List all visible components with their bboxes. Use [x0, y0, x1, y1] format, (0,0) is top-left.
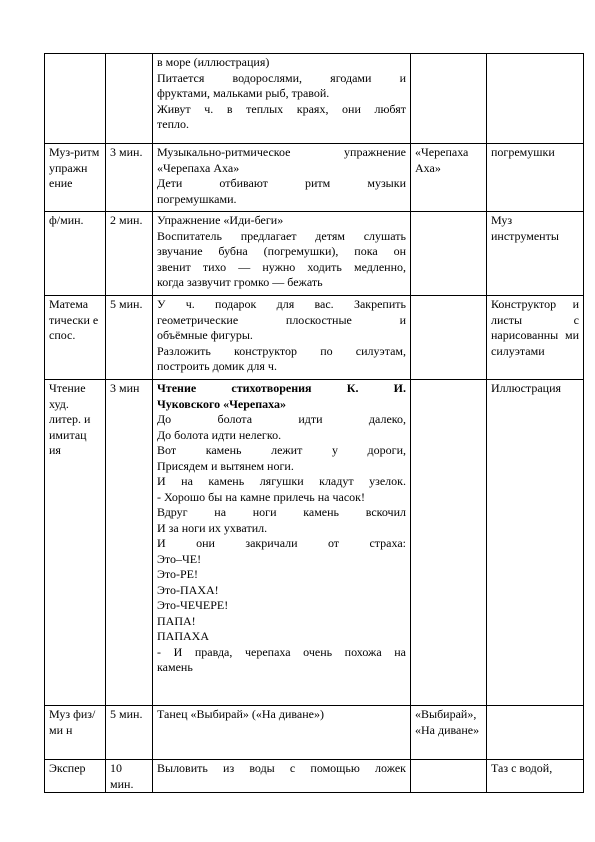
content-line: - Хорошо бы на камне прилечь на часок!: [157, 489, 366, 504]
content-line: Чтение стихотворения К. И.: [157, 381, 406, 395]
content-line: У ч. подарок для вас. Закрепить: [157, 297, 406, 311]
content-line: звенит тихо — нужно ходить медленно,: [157, 259, 406, 274]
table-row: [45, 144, 584, 212]
music-cell: «Выбирай», «На диване»: [411, 706, 487, 760]
activity-cell: Муз физ/ми н: [45, 706, 106, 760]
content-line: погремушками.: [157, 191, 237, 206]
content-line: Это-ПАХА!: [157, 582, 219, 597]
content-line: звучание бубна (погремушки), пока он: [157, 244, 406, 258]
time-cell: 3 мин: [106, 380, 153, 706]
materials-cell: Муз инструменты: [487, 212, 584, 296]
content-line: Разложить конструктор по силуэтам,: [157, 343, 406, 358]
materials-cell: Таз с водой,: [487, 760, 584, 793]
time-cell: 2 мин.: [106, 212, 153, 296]
content-line: Живут ч. в теплых краях, они любят: [157, 101, 406, 116]
time-cell: [106, 54, 153, 144]
music-cell: [411, 54, 487, 144]
content-line: Вот камень лежит у дороги,: [157, 443, 406, 457]
content-line: - И правда, черепаха очень похожа на: [157, 644, 406, 659]
table-row: [45, 380, 584, 706]
content-cell: [153, 706, 411, 760]
table-row: [45, 296, 584, 380]
content-line: Дети отбивают ритм музыки: [157, 176, 406, 190]
content-line: Вдруг на ноги камень вскочил: [157, 505, 406, 519]
content-line: Присядем и вытянем ноги.: [157, 458, 294, 473]
activity-cell: Матема тически е спос.: [45, 296, 106, 380]
activity-cell: Муз-ритм упражн ение: [45, 144, 106, 212]
content-line: геометрические плоскостные и: [157, 312, 406, 327]
content-line: объёмные фигуры.: [157, 328, 253, 342]
content-line: Упражнение «Иди-беги»: [157, 213, 284, 227]
activity-cell: Экспер: [45, 760, 106, 793]
materials-cell: Конструктор и листы с нарисованны ми силуэтами: [487, 296, 584, 380]
content-line: Чуковского «Черепаха»: [157, 396, 287, 411]
music-cell: [411, 296, 487, 380]
materials-cell: [487, 54, 584, 144]
content-cell: [153, 212, 411, 296]
content-cell: [153, 380, 411, 706]
content-line: Это–ЧЕ!: [157, 551, 202, 566]
time-cell: 3 мин.: [106, 144, 153, 212]
content-line: Питается водорослями, ягодами и: [157, 70, 406, 85]
content-line: Танец «Выбирай» («На диване»): [157, 707, 324, 721]
activity-cell: [45, 54, 106, 144]
content-line: До болота идти нелегко.: [157, 427, 282, 442]
content-line: Выловить из воды с помощью ложек: [157, 761, 406, 775]
music-cell: [411, 380, 487, 706]
content-line: фруктами, мальками рыб, травой.: [157, 86, 330, 100]
content-cell: [153, 144, 411, 212]
content-cell: [153, 296, 411, 380]
activity-cell: ф/мин.: [45, 212, 106, 296]
materials-cell: [487, 706, 584, 760]
time-cell: 10 мин.: [106, 760, 153, 793]
content-line: До болота идти далеко,: [157, 412, 406, 426]
activity-cell: Чтение худ. литер. и имитац ия: [45, 380, 106, 706]
content-line: И они закричали от страха:: [157, 536, 406, 550]
music-cell: «Черепаха Аха»: [411, 144, 487, 212]
content-line: И на камень лягушки кладут узелок.: [157, 474, 406, 488]
table-row: [45, 212, 584, 296]
table-row: [45, 706, 584, 760]
time-cell: 5 мин.: [106, 706, 153, 760]
content-line: когда зазвучит громко — бежать: [157, 275, 323, 289]
music-cell: [411, 760, 487, 793]
materials-cell: Иллюстрация: [487, 380, 584, 706]
materials-cell: погремушки: [487, 144, 584, 212]
content-line: Музыкально-ритмическое упражнение: [157, 145, 406, 159]
lesson-plan-table: [44, 53, 584, 793]
content-line: Это-РЕ!: [157, 567, 199, 581]
content-line: камень: [157, 660, 193, 674]
content-line: построить домик для ч.: [157, 359, 277, 373]
table-row: [45, 760, 584, 793]
content-cell: [153, 54, 411, 144]
music-cell: [411, 212, 487, 296]
content-line: в море (иллюстрация): [157, 55, 270, 69]
content-line: И за ноги их ухватил.: [157, 520, 268, 535]
content-line: тепло.: [157, 117, 189, 131]
table-row: [45, 54, 584, 144]
content-line: Это-ЧЕЧЕРЕ!: [157, 598, 229, 612]
content-line: ПАПА!: [157, 613, 196, 628]
time-cell: 5 мин.: [106, 296, 153, 380]
content-cell: [153, 760, 411, 793]
content-line: «Черепаха Аха»: [157, 160, 240, 175]
content-line: ПАПАХА: [157, 629, 209, 643]
content-line: Воспитатель предлагает детям слушать: [157, 228, 406, 243]
